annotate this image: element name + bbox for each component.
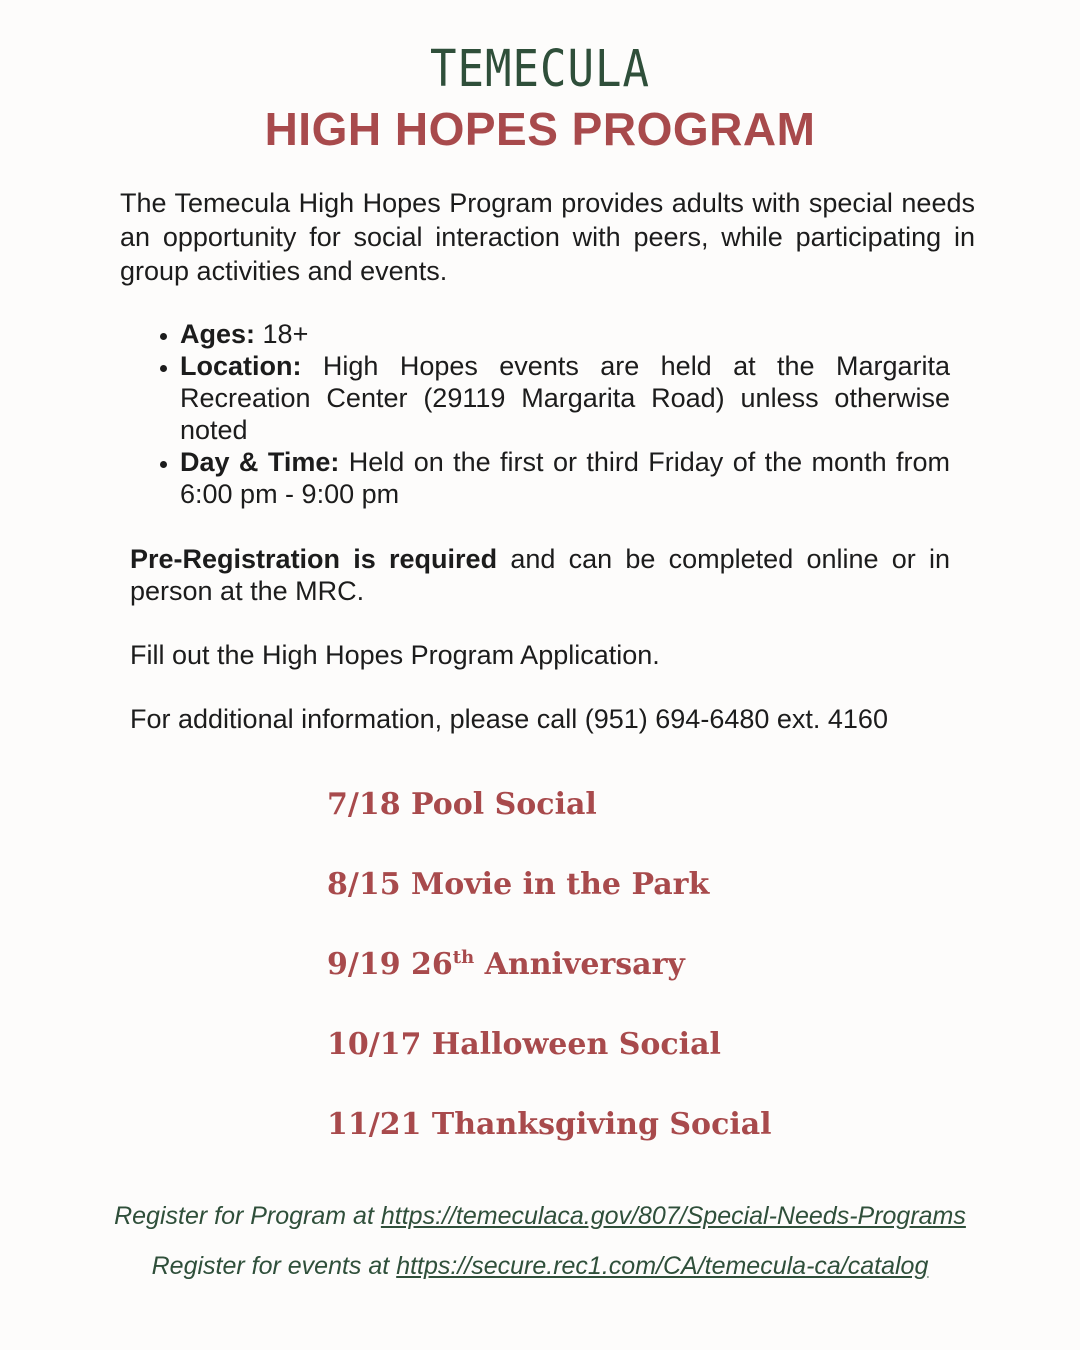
detail-text: 18+: [262, 319, 309, 349]
pre-registration-note: [130, 543, 950, 607]
detail-text: High Hopes events are held at the Margarita Recreation Center (29119 Margarita Road) unless otherwise noted: [180, 351, 950, 445]
event-date-number: 9/19 26: [327, 947, 453, 982]
details-list: [130, 318, 950, 510]
detail-text: Held on the first or third Friday of the month from 6:00 pm - 9:00 pm: [180, 447, 950, 509]
events-list: [327, 782, 1027, 1182]
detail-location: [180, 350, 950, 446]
register-events-prefix: Register for events at: [151, 1252, 390, 1280]
detail-label: Day & Time:: [180, 447, 340, 477]
event-item: 7/18 Pool Social: [327, 787, 597, 822]
event-item: 11/21 Thanksgiving Social: [327, 1107, 772, 1142]
event-item: 10/17 Halloween Social: [327, 1027, 721, 1062]
contact-info: For additional information, please call (951) 694-6480 ext. 4160: [130, 704, 888, 734]
detail-label: Ages:: [180, 319, 256, 349]
detail-ages: [180, 318, 950, 350]
event-item: 8/15 Movie in the Park: [327, 867, 710, 902]
detail-label: Location:: [180, 351, 302, 381]
register-events-line: [0, 1252, 1080, 1281]
register-program-line: [0, 1202, 1080, 1231]
page-title: HIGH HOPES PROGRAM: [264, 103, 816, 155]
register-events-link[interactable]: https://secure.rec1.com/CA/temecula-ca/catalog: [396, 1252, 929, 1280]
intro-paragraph: The Temecula High Hopes Program provides adults with special needs an opportunity for social interaction with peers, while participating in group activities and events.: [120, 188, 975, 286]
brand-name: TEMECULA: [430, 40, 650, 99]
event-name: Anniversary: [484, 947, 685, 982]
event-item: [327, 942, 1027, 1022]
register-program-prefix: Register for Program at: [114, 1202, 374, 1230]
pre-registration-bold: Pre-Registration is required: [130, 544, 498, 574]
register-program-link[interactable]: https://temeculaca.gov/807/Special-Needs-Programs: [380, 1202, 966, 1230]
detail-day-time: [180, 446, 950, 510]
application-note: Fill out the High Hopes Program Application.: [130, 640, 660, 670]
event-ordinal-suffix: th: [452, 947, 475, 968]
pre-registration-rest: and can be completed online or in person at the MRC.: [130, 544, 950, 606]
